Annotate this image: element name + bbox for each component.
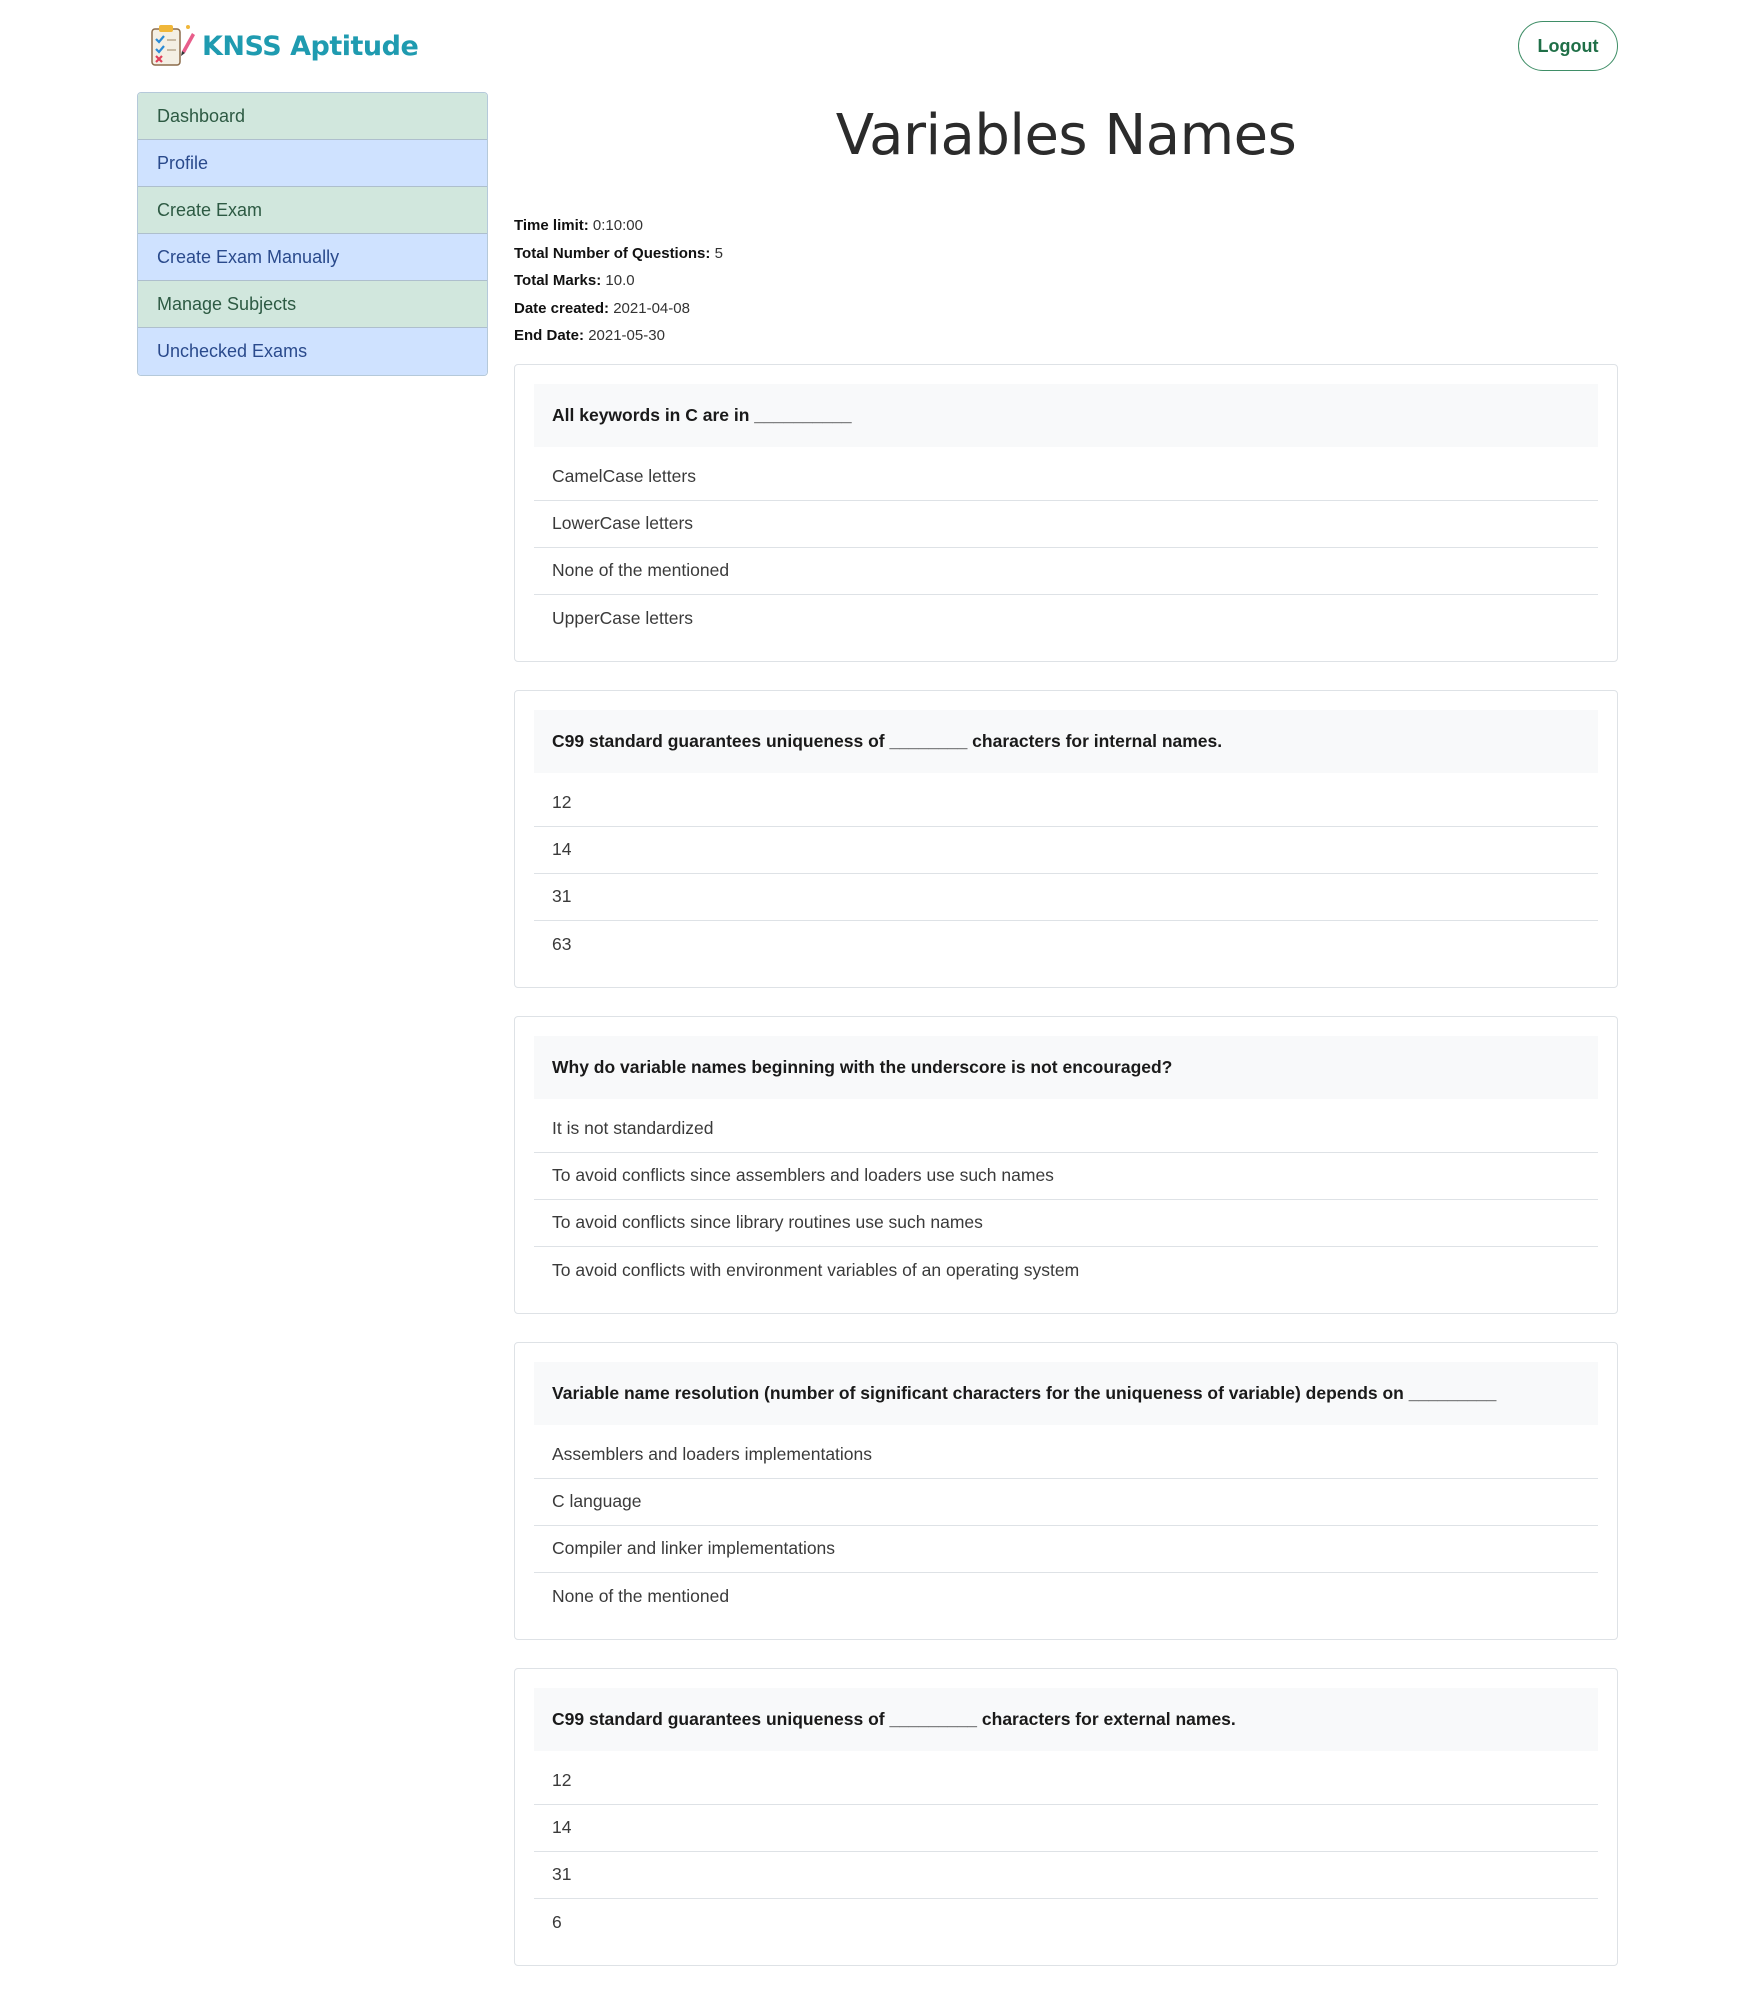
meta-label: Total Marks: [514, 272, 602, 289]
option-item: 6 [552, 1911, 562, 1932]
question-card [514, 364, 1618, 662]
option-item: Assemblers and loaders implementations [534, 1432, 1598, 1479]
option-item: None of the mentioned [534, 548, 1598, 595]
meta-label: Date created: [514, 299, 610, 317]
option-item: 12 [534, 1758, 1598, 1805]
option-item: 31 [534, 1852, 1598, 1899]
option-item: None of the mentioned [552, 1585, 730, 1606]
question-card [514, 1342, 1618, 1640]
option-item: UpperCase letters [552, 607, 694, 628]
meta-value: 2021-05-30 [588, 327, 665, 344]
brand-name: KNSS Aptitude [202, 30, 419, 62]
option-item: It is not standardized [534, 1106, 1598, 1153]
question-text: C99 standard guarantees uniqueness of ________ characters for internal names. [534, 710, 1598, 773]
sidebar-item-create-exam[interactable]: Create Exam [138, 187, 487, 234]
meta-value: 5 [714, 244, 723, 262]
meta-value: 0:10:00 [592, 217, 643, 234]
option-item: 14 [534, 827, 1598, 874]
brand[interactable] [146, 20, 418, 72]
meta-value: 2021-04-08 [613, 299, 690, 317]
meta-end-date [514, 322, 1618, 350]
meta-date-created [514, 295, 1618, 323]
option-item: To avoid conflicts since library routines use such names [534, 1200, 1598, 1247]
option-item: To avoid conflicts with environment variables of an operating system [552, 1259, 1080, 1280]
meta-label: Time limit: [514, 217, 589, 234]
question-card [514, 1016, 1618, 1314]
option-item: 31 [534, 874, 1598, 921]
sidebar-item-create-exam-manually[interactable]: Create Exam Manually [138, 234, 487, 281]
question-text: All keywords in C are in __________ [534, 384, 1598, 447]
sidebar-item-manage-subjects[interactable]: Manage Subjects [138, 281, 487, 328]
question-text: C99 standard guarantees uniqueness of _________ characters for external names. [534, 1688, 1598, 1751]
meta-label: End Date: [514, 327, 585, 344]
sidebar-item-unchecked-exams[interactable]: Unchecked Exams [138, 328, 487, 375]
sidebar-item-profile[interactable]: Profile [138, 140, 487, 187]
meta-time-limit [514, 212, 1618, 240]
option-item: Compiler and linker implementations [534, 1526, 1598, 1573]
option-item: To avoid conflicts since assemblers and loaders use such names [534, 1153, 1598, 1200]
meta-question-count [514, 240, 1618, 268]
option-item: 14 [534, 1805, 1598, 1852]
page-title: Variables Names [835, 103, 1297, 168]
meta-label: Total Number of Questions: [514, 244, 711, 262]
question-card [514, 1668, 1618, 1966]
option-item: 63 [552, 933, 572, 954]
question-card [514, 690, 1618, 988]
option-item: LowerCase letters [534, 501, 1598, 548]
clipboard-checklist-icon [146, 21, 196, 71]
sidebar-nav [137, 92, 488, 376]
exam-meta [514, 212, 1618, 350]
option-item: C language [534, 1479, 1598, 1526]
meta-total-marks [514, 267, 1618, 295]
option-item: 12 [534, 780, 1598, 827]
sidebar-item-dashboard[interactable]: Dashboard [138, 93, 487, 140]
meta-value: 10.0 [605, 272, 635, 289]
question-text: Variable name resolution (number of significant characters for the uniqueness of variable) depends on _________ [534, 1362, 1598, 1425]
logout-button[interactable]: Logout [1518, 21, 1618, 71]
exam-detail [514, 92, 1618, 1994]
question-text: Why do variable names beginning with the underscore is not encouraged? [534, 1036, 1598, 1099]
question-list [514, 364, 1618, 1966]
option-item: CamelCase letters [534, 454, 1598, 501]
